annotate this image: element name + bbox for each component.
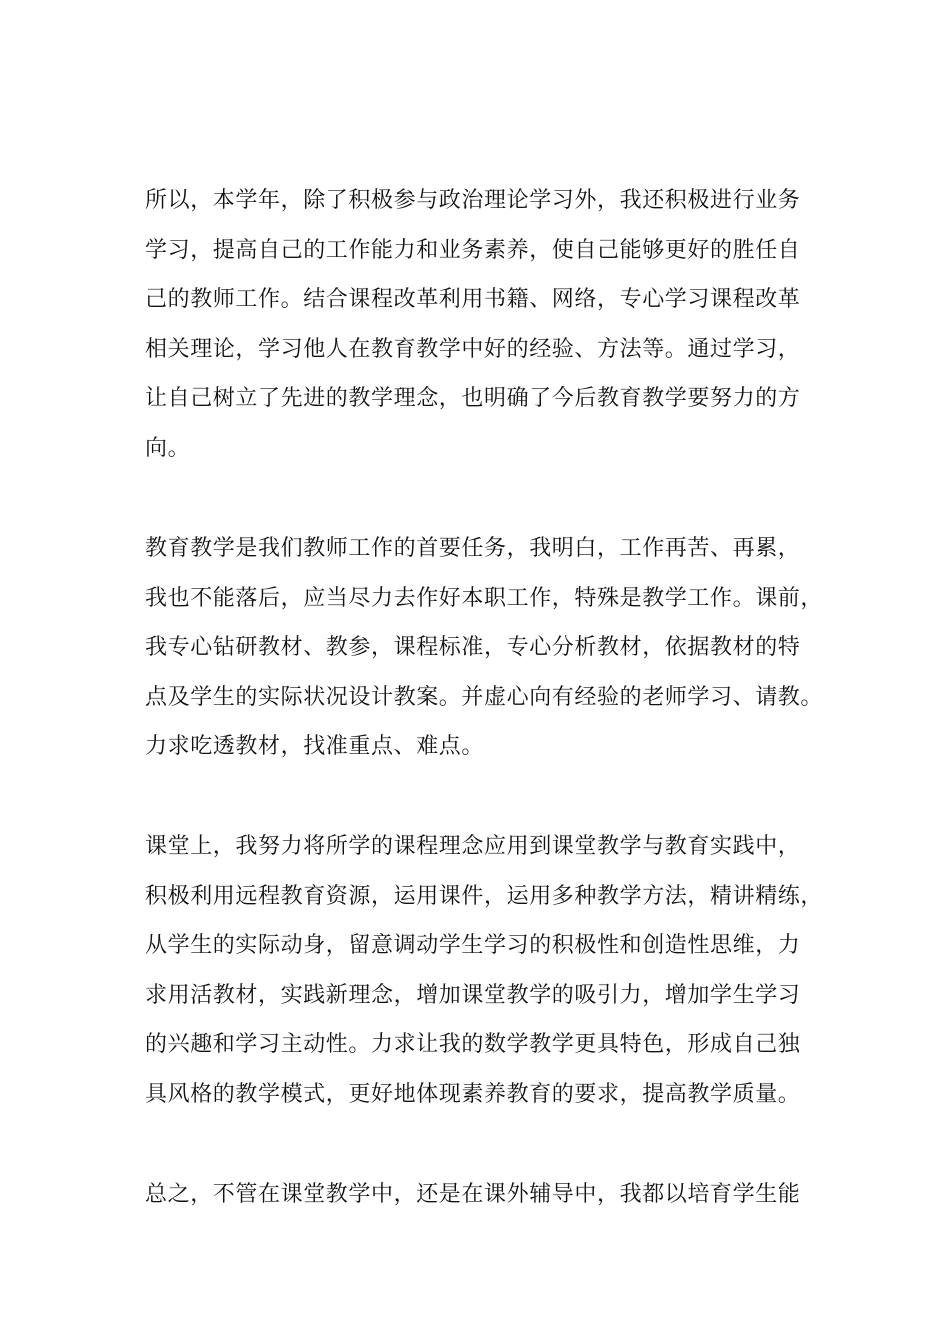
paragraph-line: 相关理论，学习他人在教育教学中好的经验、方法等。通过学习， xyxy=(145,336,801,362)
paragraph-line: 力求吃透教材，找准重点、难点。 xyxy=(145,734,485,759)
paragraph-line: 向。 xyxy=(145,435,191,461)
paragraph-line: 我专心钻研教材、教参，课程标准，专心分析教材，依据教材的特 xyxy=(145,635,801,660)
paragraph-line: 从学生的实际动身，留意调动学生学习的积极性和创造性思维，力 xyxy=(145,933,801,958)
paragraph-line: 点及学生的实际状况设计教案。并虚心向有经验的老师学习、请教。 xyxy=(145,684,824,710)
paragraph-line: 所以，本学年，除了积极参与政治理论学习外，我还积极进行业务 xyxy=(145,188,801,213)
paragraph-line: 教育教学是我们教师工作的首要任务，我明白，工作再苦、再累， xyxy=(145,536,801,561)
paragraph-summary xyxy=(145,1170,825,1220)
paragraph-line: 学习，提高自己的工作能力和业务素养，使自己能够更好的胜任自 xyxy=(145,237,801,263)
paragraph-line: 的兴趣和学习主动性。力求让我的数学教学更具特色，形成自己独 xyxy=(145,1032,801,1057)
paragraph-line: 总之，不管在课堂教学中，还是在课外辅导中，我都以培育学生能 xyxy=(145,1182,801,1207)
paragraph-classroom xyxy=(145,822,825,1119)
paragraph-line: 课堂上，我努力将所学的课程理念应用到课堂教学与教育实践中， xyxy=(145,834,801,859)
paragraph-line: 求用活教材，实践新理念，增加课堂教学的吸引力，增加学生学习 xyxy=(145,982,801,1008)
paragraph-line: 我也不能落后，应当尽力去作好本职工作，特殊是教学工作。课前， xyxy=(145,585,824,611)
paragraph-teaching xyxy=(145,524,825,772)
paragraph-line: 让自己树立了先进的教学理念，也明确了今后教育教学要努力的方 xyxy=(145,386,801,411)
paragraph-line: 具风格的教学模式，更好地体现素养教育的要求，提高教学质量。 xyxy=(145,1081,801,1107)
paragraph-study xyxy=(145,176,825,473)
paragraph-line: 积极利用远程教育资源，运用课件，运用多种教学方法，精讲精练， xyxy=(145,883,824,909)
paragraph-line: 己的教师工作。结合课程改革利用书籍、网络，专心学习课程改革 xyxy=(145,287,801,312)
